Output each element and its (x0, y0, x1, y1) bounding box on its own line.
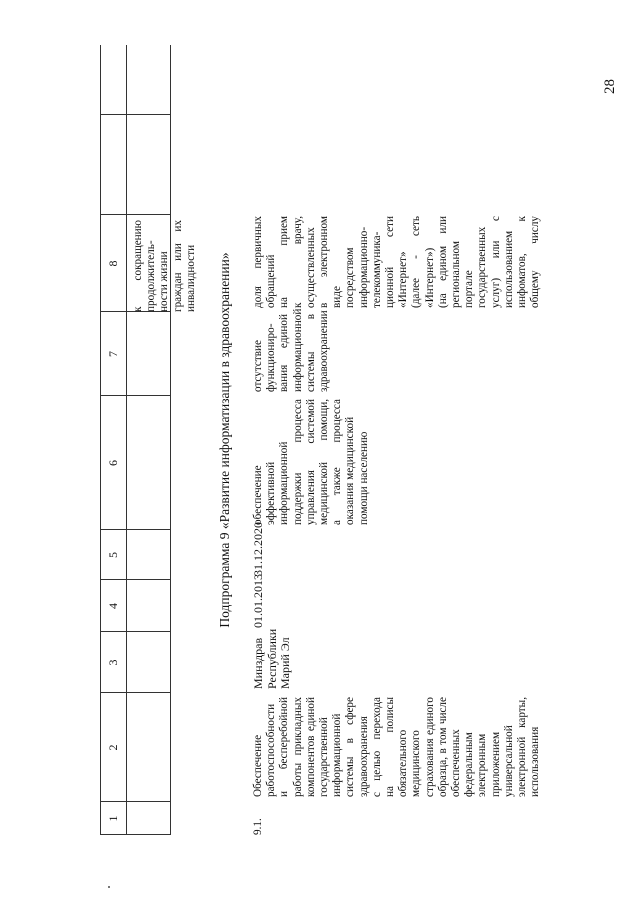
column-number-3: 3 (106, 659, 120, 666)
indicator-cell: доля первичных обращений на прием к врачу, осуществленных в электронном виде посредством информационно- телекоммуника- ционной сети «Интернет» (далее - сеть «Интернет») (на едином или региональном портале государственных услуг) или с использованием инфоматов, к общему числу (252, 216, 542, 308)
column-number-5: 5 (106, 552, 120, 558)
column-number-4: 4 (106, 603, 120, 609)
scan-speck (108, 886, 110, 888)
column-number-7: 7 (106, 351, 120, 357)
previous-row-indicator-cell: к сокращению продолжитель- ности жизни граждан или их инвалидности (132, 220, 197, 312)
column-number-8: 8 (106, 260, 120, 267)
expected-result-cell: обеспечение эффективной информационной поддержки процесса управления системой медицинской помощи, а также процесса оказания медицинской помощи населению (252, 399, 370, 525)
measure-description-cell: Обеспечение работоспособности и бесперебойной работы прикладных компонентов единой государственной информационной системы в сфере здравоохранения с целью перехода на полисы обязательного медицинского страхования единого образца, в том числе обеспеченных федеральным электронным приложением универсальной электронной карты, использования (252, 697, 542, 797)
rotated-table-page (100, 45, 620, 835)
executor-cell: Минздрав Республики Марий Эл (251, 628, 292, 689)
end-date: 31.12.2020 (251, 522, 265, 576)
start-date: 01.01.2013 (251, 574, 265, 628)
column-number-2: 2 (106, 744, 120, 751)
row-number: 9.1. (252, 818, 264, 835)
header-row-divider (126, 45, 127, 835)
consequences-cell: отсутствие функциониро- вания единой информационной системы в здравоохранении (252, 308, 331, 392)
column-number-6: 6 (106, 460, 120, 466)
subprogram-title: Подпрограмма 9 «Развитие информатизации в здравоохранении» (217, 252, 232, 628)
column-number-1: 1 (106, 815, 120, 822)
section-divider (170, 45, 171, 835)
